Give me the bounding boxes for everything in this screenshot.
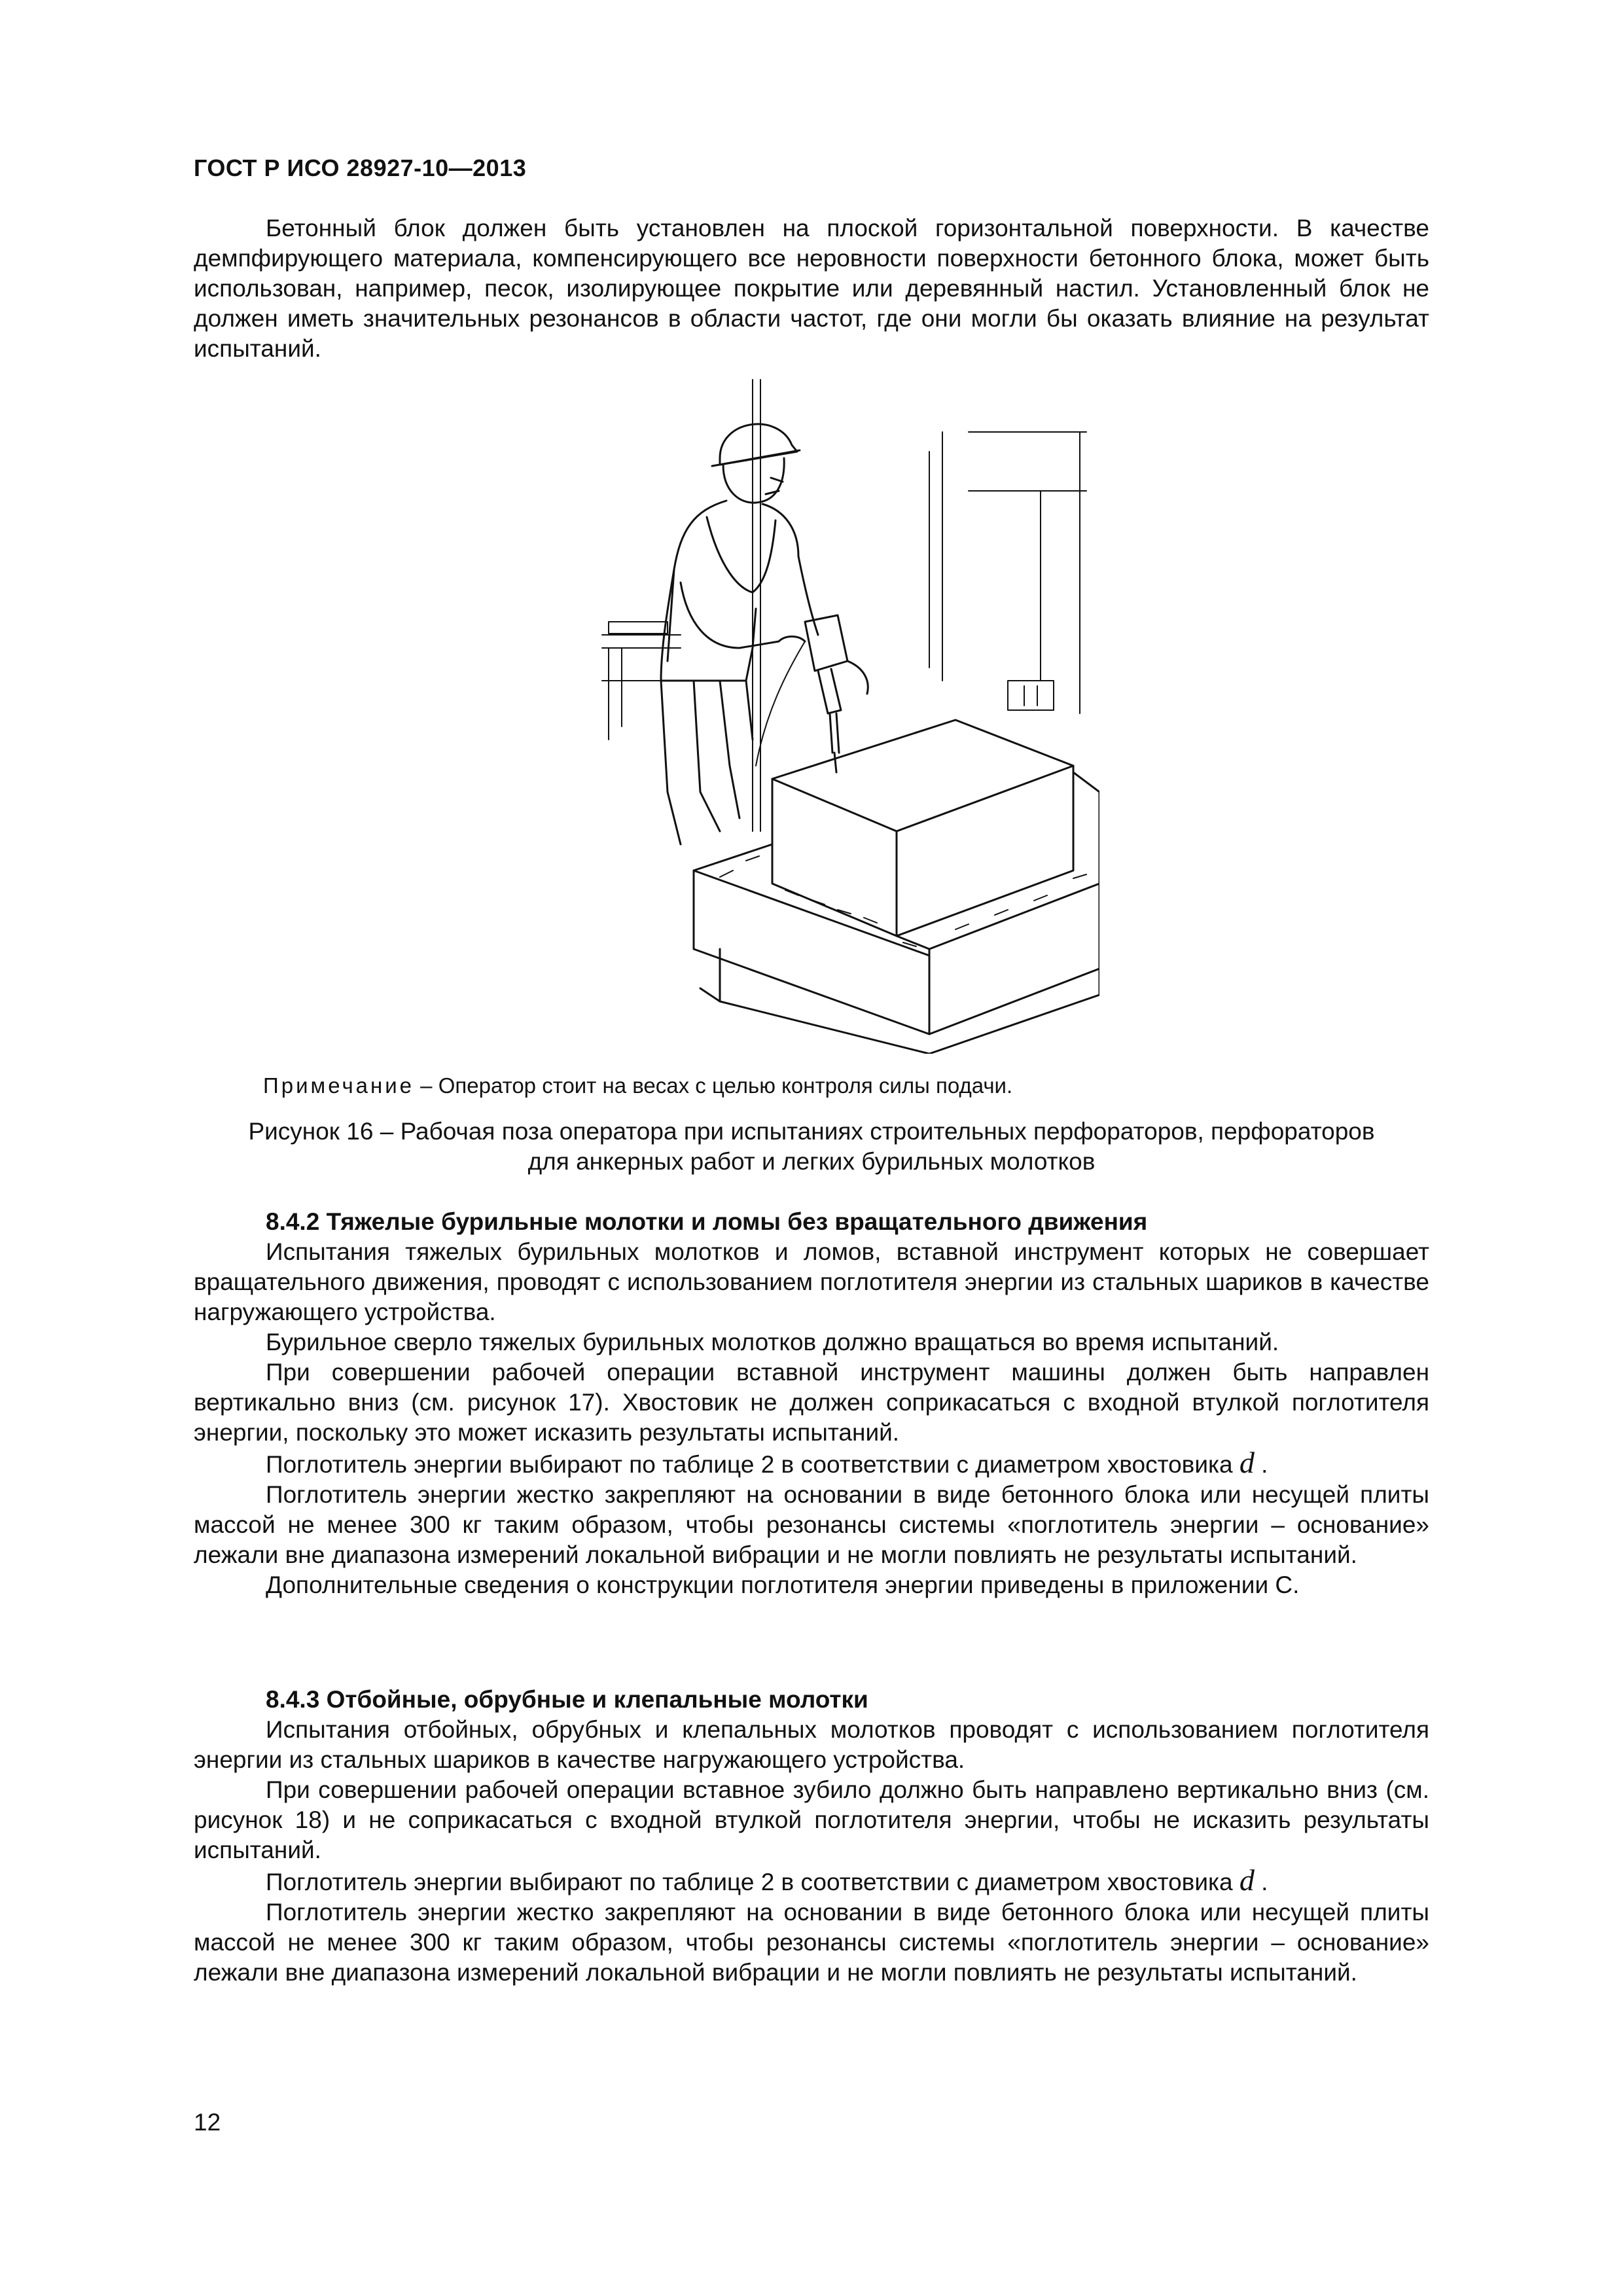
note-text: – Оператор стоит на весах с целью контроля силы подачи. (414, 1073, 1013, 1098)
variable-d: d (1239, 1446, 1255, 1479)
paragraph: Дополнительные сведения о конструкции поглотителя энергии приведены в приложении С. (266, 1571, 1300, 1598)
caption-line-2: для анкерных работ и легких бурильных молотков (527, 1148, 1096, 1175)
section-8-4-3 (194, 1685, 1429, 1988)
paragraph: Поглотитель энергии жестко закрепляют на основании в виде бетонного блока или несущей плиты массой не менее 300 кг таким образом, чтобы резонансы системы «поглотитель энергии – основание» лежали вне диапазона измерений локальной вибрации и не могли повлиять не результаты испытаний. (194, 1899, 1429, 1986)
paragraph: Испытания тяжелых бурильных молотков и ломов, вставной инструмент которых не совершает вращательного движения, проводят с использованием поглотителя энергии из стальных шариков в качестве нагружающего устройства. (194, 1238, 1429, 1325)
page-number: 12 (194, 2109, 221, 2136)
figure-note (263, 1073, 1012, 1098)
section-8-4-2 (194, 1207, 1429, 1600)
paragraph: Испытания отбойных, обрубных и клепальных молотков проводят с использованием поглотителя энергии из стальных шариков в качестве нагружающего устройства. (194, 1716, 1429, 1773)
section-heading-8-4-3: 8.4.3 Отбойные, обрубные и клепальные молотки (266, 1686, 868, 1713)
paragraph-with-variable: Поглотитель энергии выбирают по таблице 2 в соответствии с диаметром хвостовика d . (266, 1863, 1268, 1897)
paragraph-with-variable: Поглотитель энергии выбирают по таблице 2 в соответствии с диаметром хвостовика d . (266, 1446, 1268, 1479)
figure-16-illustration (589, 373, 1099, 1054)
paragraph: Бурильное сверло тяжелых бурильных молотков должно вращаться во время испытаний. (266, 1329, 1279, 1355)
figure-caption (194, 1117, 1429, 1177)
note-label: Примечание (263, 1073, 415, 1098)
caption-line-1: Рисунок 16 – Рабочая поза оператора при испытаниях строительных перфораторов, перфораторов (248, 1118, 1375, 1145)
paragraph: При совершении рабочей операции вставной инструмент машины должен быть направлен вертикально вниз (см. рисунок 17). Хвостовик не должен соприкасаться с входной втулкой поглотителя энергии, поскольку это может исказить результаты испытаний. (194, 1359, 1429, 1446)
document-header: ГОСТ Р ИСО 28927-10—2013 (194, 154, 527, 181)
paragraph: Поглотитель энергии жестко закрепляют на основании в виде бетонного блока или несущей плиты массой не менее 300 кг таким образом, чтобы резонансы системы «поглотитель энергии – основание» лежали вне диапазона измерений локальной вибрации и не могли повлиять не результаты испытаний. (194, 1481, 1429, 1568)
paragraph: При совершении рабочей операции вставное зубило должно быть направлено вертикально вниз (см. рисунок 18) и не соприкасаться с входной втулкой поглотителя энергии, чтобы не исказить результаты испытаний. (194, 1776, 1429, 1863)
intro-block (194, 213, 1429, 364)
section-heading-8-4-2: 8.4.2 Тяжелые бурильные молотки и ломы без вращательного движения (266, 1208, 1148, 1235)
variable-d: d (1239, 1863, 1255, 1897)
intro-paragraph: Бетонный блок должен быть установлен на плоской горизонтальной поверхности. В качестве демпфирующего материала, компенсирующего все неровности поверхности бетонного блока, может быть использован, например, песок, изолирующее покрытие или деревянный настил. Установленный блок не должен иметь значительных резонансов в области частот, где они могли бы оказать влияние на результат испытаний. (194, 215, 1429, 362)
